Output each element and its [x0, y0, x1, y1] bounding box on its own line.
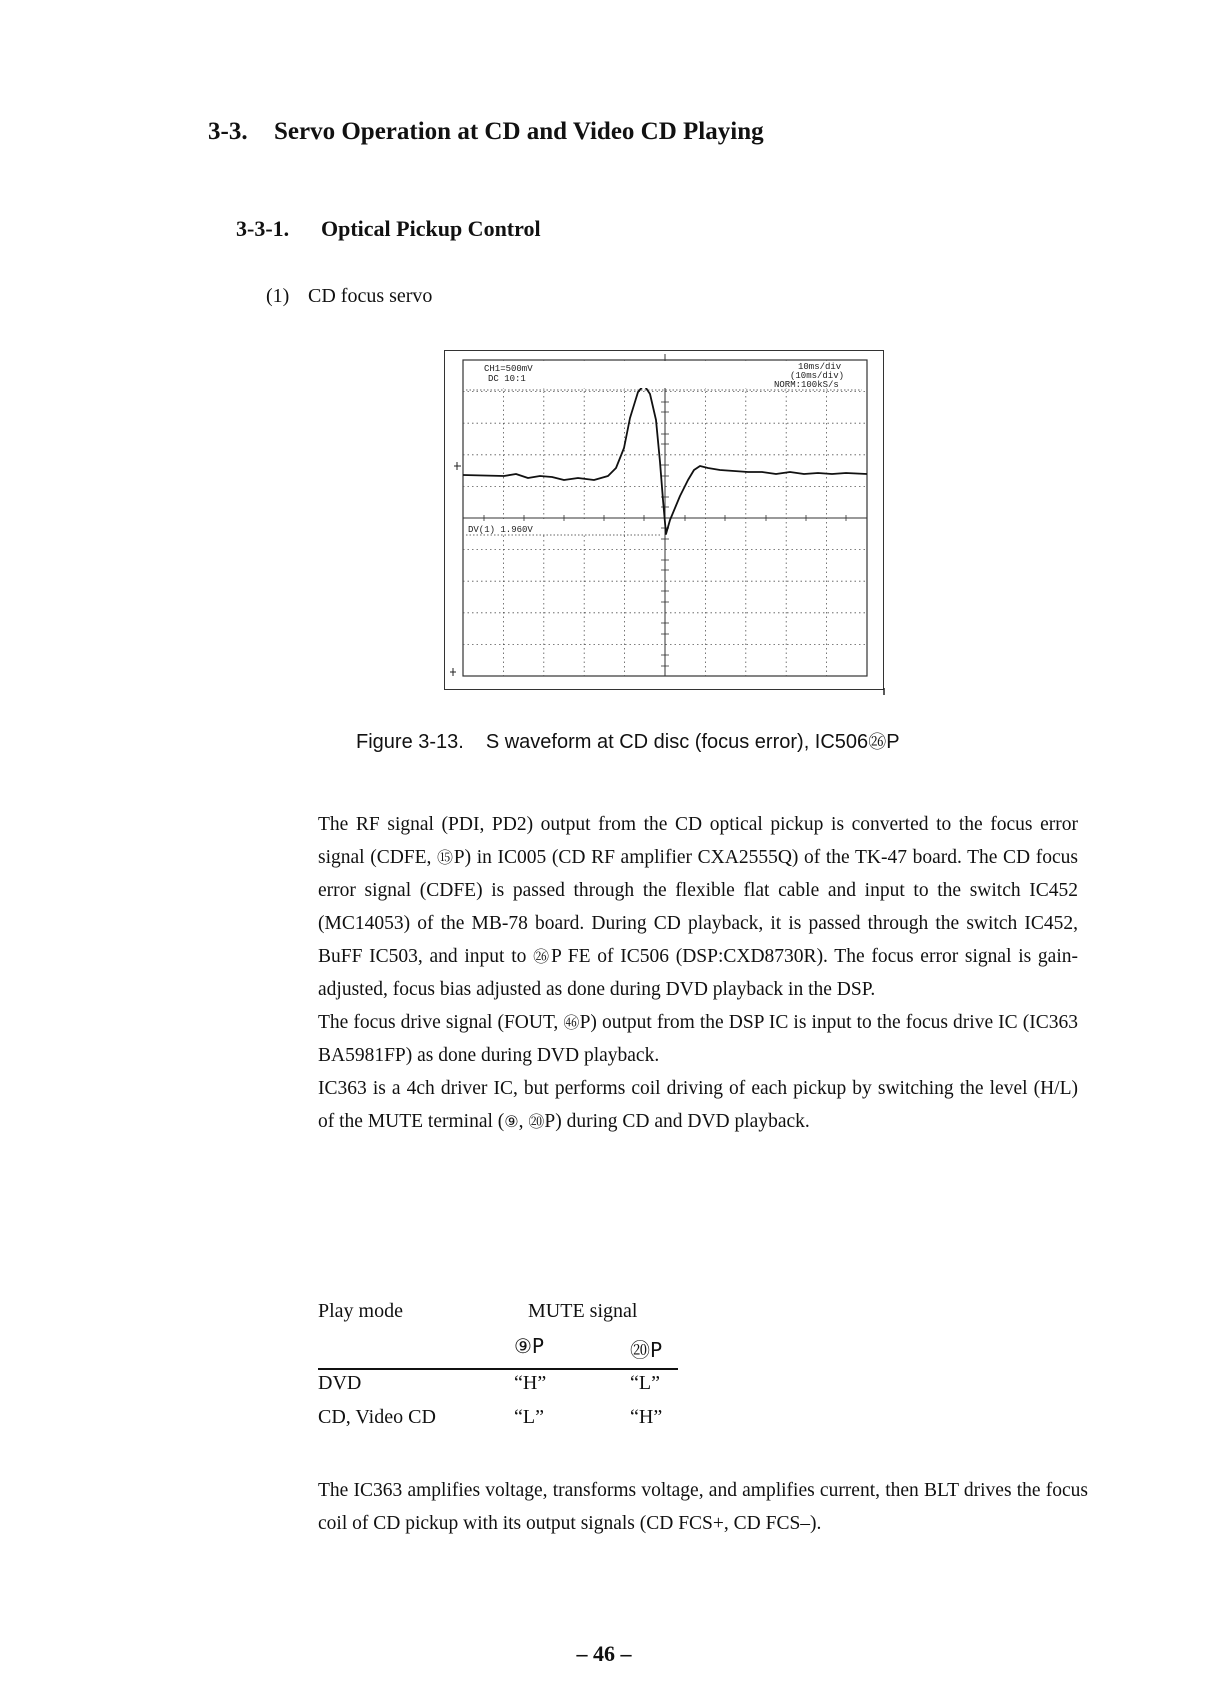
header-play-mode: Play mode	[318, 1300, 403, 1322]
scope-channel-setting: CH1=500mV	[484, 364, 533, 374]
cell-pin9: “H”	[514, 1372, 547, 1394]
item-heading	[266, 285, 432, 308]
mute-signal-table	[318, 1300, 678, 1440]
subsection-number: 3-3-1.	[236, 216, 290, 241]
paragraph-focus-drive	[318, 1006, 1078, 1072]
figure-pin-suffix: P	[886, 731, 900, 753]
figure-text: S waveform at CD disc (focus error), IC506	[485, 731, 869, 753]
paragraph-text: IC363 is a 4ch driver IC, but performs coil driving of each pickup by switching the level (H/L) of the MUTE terminal (	[318, 1078, 1078, 1132]
pin-marker: ㉖	[533, 947, 551, 966]
closing-text	[318, 1474, 1088, 1540]
table-subheader-row	[318, 1334, 678, 1370]
paragraph-text: P) output from the DSP IC is input to the focus drive IC (IC363 BA5981FP) as done during DVD playback.	[318, 1012, 1078, 1066]
body-text	[318, 808, 1078, 1138]
cell-mode: CD, Video CD	[318, 1406, 436, 1428]
cell-pin20: “H”	[630, 1406, 663, 1428]
item-number: (1)	[266, 285, 290, 307]
figure-pin: ㉖	[868, 732, 887, 753]
scope-coupling: DC 10:1	[488, 374, 526, 384]
table-row	[318, 1406, 678, 1440]
paragraph-ic363	[318, 1072, 1078, 1138]
header-pin9: ⑨P	[514, 1334, 544, 1358]
figure-label: Figure 3-13.	[356, 731, 464, 753]
paragraph-text: ,	[518, 1111, 529, 1132]
paragraph-text: P) during CD and DVD playback.	[544, 1111, 810, 1132]
section-title: Servo Operation at CD and Video CD Playing	[274, 118, 764, 145]
pin-marker: ⑮	[437, 848, 454, 867]
scope-readout: DV(1) 1.960V	[468, 525, 533, 535]
pin-marker: ⑳	[528, 1112, 545, 1131]
subsection-heading	[236, 216, 541, 242]
scope-timebase-alt: (10ms/div)	[790, 371, 845, 381]
section-number: 3-3.	[208, 118, 248, 145]
scope-mode: NORM:100kS/s	[774, 380, 839, 390]
subsection-title: Optical Pickup Control	[321, 216, 541, 241]
paragraph-text: The focus drive signal (FOUT,	[318, 1012, 564, 1033]
oscilloscope-figure	[444, 350, 889, 695]
paragraph-text: The RF signal (PDI, PD2) output from the CD optical pickup is converted to the focus error signal (CDFE,	[318, 814, 1078, 868]
scope-timebase: 10ms/div	[798, 362, 842, 372]
pin-marker: ㊻	[563, 1013, 580, 1032]
paragraph-text: P FE of IC506 (DSP:CXD8730R). The focus error signal is gain-adjusted, focus bias adjusted as done during DVD playback in the DSP.	[318, 946, 1079, 1000]
item-title: CD focus servo	[308, 285, 433, 307]
paragraph-rf-signal	[318, 808, 1078, 1006]
page-number: – 46 –	[576, 1641, 632, 1666]
header-pin20: ⑳P	[630, 1338, 663, 1362]
cell-mode: DVD	[318, 1372, 362, 1394]
figure-caption	[356, 728, 900, 754]
cell-pin9: “L”	[514, 1406, 544, 1428]
cell-pin20: “L”	[630, 1372, 660, 1394]
paragraph-closing: The IC363 amplifies voltage, transforms voltage, and amplifies current, then BLT drives the focus coil of CD pickup with its output signals (CD FCS+, CD FCS–).	[318, 1480, 1088, 1534]
table-header-row	[318, 1300, 678, 1334]
header-mute-signal: MUTE signal	[528, 1300, 638, 1322]
paragraph-text: P) in IC005 (CD RF amplifier CXA2555Q) of the TK-47 board. The CD focus error signal (CDFE) is passed through the flexible flat cable and input to the switch IC452 (MC14053) of the MB-78 board. During CD playback, it is passed through the switch IC452, BuFF IC503, and input to	[318, 847, 1078, 967]
section-heading	[208, 118, 764, 146]
table-row	[318, 1372, 678, 1406]
pin-marker: ⑨	[504, 1112, 519, 1131]
